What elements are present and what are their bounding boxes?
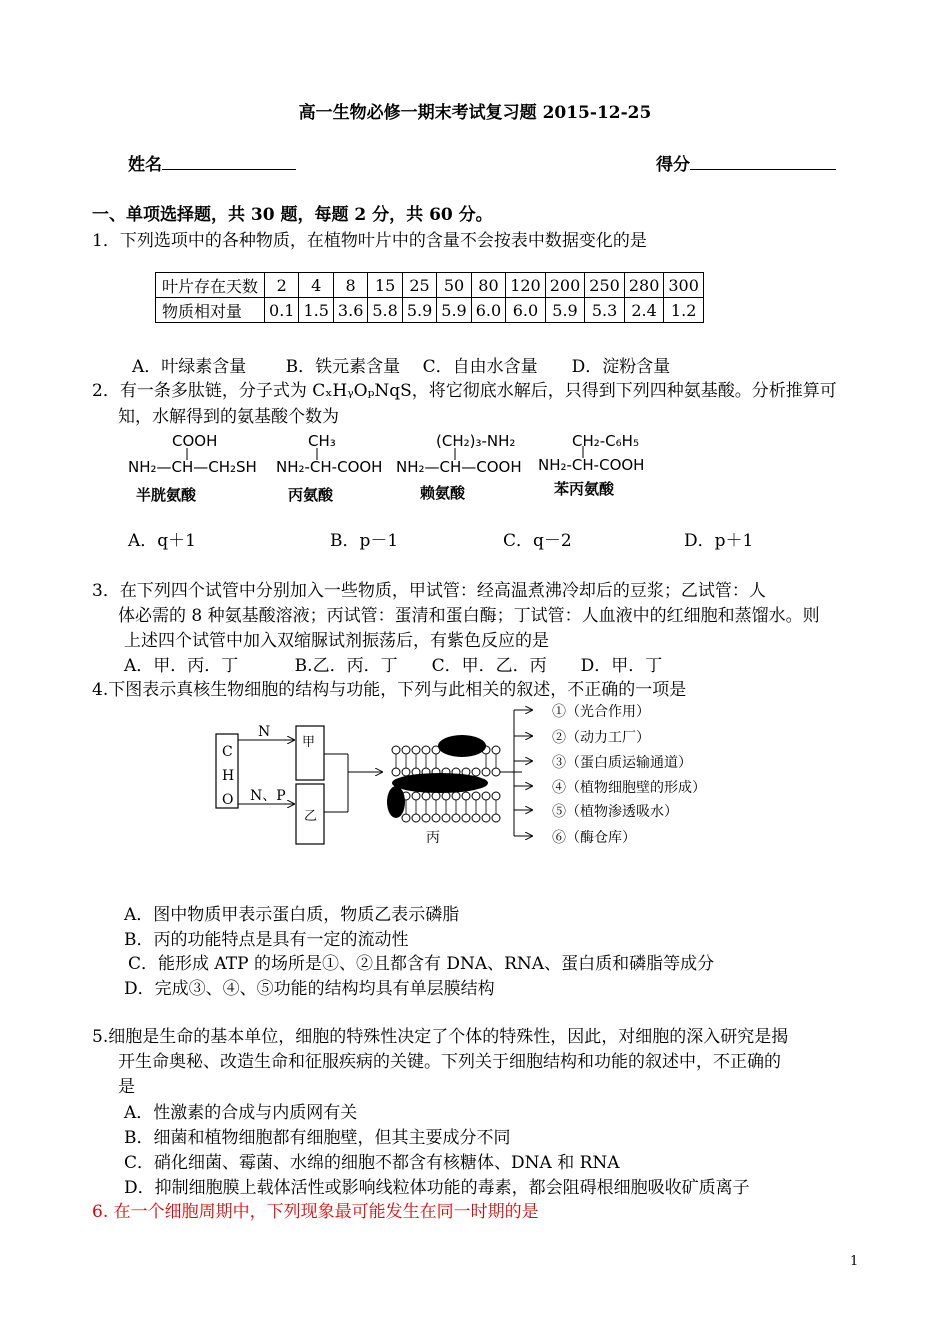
amino-ala-name: 丙氨酸 — [288, 486, 334, 504]
bond-line — [316, 448, 318, 460]
protein-left — [387, 786, 405, 818]
element-h: H — [222, 768, 235, 784]
function-4: ④（植物细胞壁的形成） — [552, 780, 706, 796]
score-label: 得分 — [656, 155, 690, 175]
bond-line — [186, 448, 188, 460]
table-cell: 200 — [545, 273, 585, 298]
table-cell: 300 — [664, 273, 704, 298]
function-3: ③（蛋白质运输通道） — [552, 755, 692, 771]
protein-top — [438, 735, 486, 757]
name-field[interactable] — [128, 150, 296, 175]
q5-option-d: D．抑制细胞膜上载体活性或影响线粒体功能的毒素，都会阻碍根细胞吸收矿质离子 — [124, 1178, 750, 1198]
q2-stem-line2: 知，水解得到的氨基酸个数为 — [118, 407, 339, 427]
bond-line — [454, 448, 456, 460]
function-6: ⑥（酶仓库） — [552, 830, 636, 846]
cell-structure-diagram — [200, 696, 720, 856]
amino-lys-name: 赖氨酸 — [420, 484, 466, 502]
table-cell: 3.6 — [333, 298, 367, 323]
amino-lys-main: NH₂—CH—COOH — [396, 458, 522, 476]
q5-line2: 开生命奥秘、改造生命和征服疾病的关键。下列关于细胞结构和功能的叙述中，不正确的 — [118, 1052, 781, 1072]
table-cell: 5.8 — [368, 298, 402, 323]
element-c: C — [222, 744, 233, 760]
amino-phe-name: 苯丙氨酸 — [554, 480, 615, 498]
amino-cys-top: COOH — [172, 432, 218, 450]
table-cell: 1.2 — [664, 298, 704, 323]
table-cell: 25 — [402, 273, 436, 298]
q2-option-b: B．p－1 — [330, 531, 399, 551]
table-cell: 5.3 — [585, 298, 625, 323]
page-title: 高一生物必修一期末考试复习题 2015-12-25 — [298, 103, 652, 123]
q1-stem: 1．下列选项中的各种物质，在植物叶片中的含量不会按表中数据变化的是 — [92, 231, 647, 251]
table-cell: 5.9 — [402, 298, 436, 323]
score-blank[interactable] — [690, 168, 836, 170]
function-2: ②（动力工厂） — [552, 730, 650, 746]
score-field[interactable] — [656, 150, 836, 175]
q4-option-a: A．图中物质甲表示蛋白质，物质乙表示磷脂 — [124, 905, 460, 925]
q6-stem: 6. 在一个细胞周期中，下列现象最可能发生在同一时期的是 — [92, 1202, 539, 1222]
table-cell: 6.0 — [471, 298, 505, 323]
table-cell: 15 — [368, 273, 402, 298]
amino-lys-top: (CH₂)₃-NH₂ — [436, 432, 516, 450]
q4-stem: 4.下图表示真核生物细胞的结构与功能，下列与此相关的叙述，不正确的一项是 — [92, 680, 687, 700]
q5-option-b: B．细菌和植物细胞都有细胞壁，但其主要成分不同 — [124, 1128, 511, 1148]
q4-option-c: C．能形成 ATP 的场所是①、②且都含有 DNA、RNA、蛋白质和磷脂等成分 — [128, 954, 715, 974]
q2-stem-line1: 2．有一条多肽链，分子式为 CₓHᵧOₚNqS，将它彻底水解后，只得到下列四种氨基酸。分析推算可 — [92, 381, 837, 401]
q4-option-d: D．完成③、④、⑤功能的结构均具有单层膜结构 — [124, 979, 495, 999]
amino-cys-name: 半胱氨酸 — [136, 486, 197, 504]
table-row — [156, 273, 704, 298]
amino-phe-main: NH₂-CH-COOH — [538, 456, 645, 474]
amino-ala-main: NH₂-CH-COOH — [276, 458, 383, 476]
label-np: N、P — [250, 788, 286, 804]
table-cell: 6.0 — [506, 298, 546, 323]
function-1: ①（光合作用） — [552, 704, 650, 720]
q3-line3: 上述四个试管中加入双缩脲试剂振荡后，有紫色反应的是 — [124, 631, 549, 651]
table-cell: 5.9 — [437, 298, 471, 323]
label-jia: 甲 — [302, 735, 316, 750]
label-yi: 乙 — [304, 809, 318, 824]
table-cell: 4 — [299, 273, 333, 298]
table-cell: 5.9 — [545, 298, 585, 323]
q3-line1: 3．在下列四个试管中分别加入一些物质，甲试管：经高温煮沸冷却后的豆浆；乙试管：人 — [92, 581, 766, 601]
table-cell: 50 — [437, 273, 471, 298]
table-cell: 2.4 — [624, 298, 664, 323]
q5-option-c: C．硝化细菌、霉菌、水绵的细胞不都含有核糖体、DNA 和 RNA — [124, 1153, 620, 1173]
table-cell: 0.1 — [265, 298, 299, 323]
q4-option-b: B．丙的功能特点是具有一定的流动性 — [124, 930, 409, 950]
q3-options: A．甲．丙．丁 B.乙．丙．丁 C．甲．乙．丙 D．甲．丁 — [124, 656, 663, 676]
name-blank[interactable] — [162, 168, 296, 170]
q2-option-a: A．q＋1 — [128, 531, 196, 551]
name-label: 姓名 — [128, 155, 162, 175]
element-o: O — [222, 792, 234, 808]
table-cell: 物质相对量 — [156, 298, 265, 323]
table-cell: 叶片存在天数 — [156, 273, 265, 298]
q1-table — [155, 272, 704, 323]
label-n: N — [258, 724, 271, 740]
q5-option-a: A．性激素的合成与内质网有关 — [124, 1103, 358, 1123]
table-cell: 120 — [506, 273, 546, 298]
q3-line2: 体必需的 8 种氨基酸溶液；丙试管：蛋清和蛋白酶；丁试管：人血液中的红细胞和蒸馏水。则 — [118, 606, 820, 626]
amino-phe-top: CH₂-C₆H₅ — [572, 432, 639, 450]
q5-line3: 是 — [118, 1077, 135, 1097]
table-cell: 2 — [265, 273, 299, 298]
table-cell: 250 — [585, 273, 625, 298]
label-bing: 丙 — [426, 830, 440, 846]
amino-ala-top: CH₃ — [308, 432, 336, 450]
q2-option-d: D．p＋1 — [684, 531, 754, 551]
protein-middle — [392, 773, 488, 793]
q2-option-c: C．q－2 — [503, 531, 572, 551]
table-cell: 280 — [624, 273, 664, 298]
bond-line — [582, 446, 584, 458]
q5-line1: 5.细胞是生命的基本单位，细胞的特殊性决定了个体的特殊性，因此，对细胞的深入研究是揭 — [92, 1027, 789, 1047]
amino-cys-main: NH₂—CH—CH₂SH — [128, 458, 257, 476]
table-cell: 8 — [333, 273, 367, 298]
table-cell: 1.5 — [299, 298, 333, 323]
section-heading: 一、单项选择题，共 30 题，每题 2 分，共 60 分。 — [92, 205, 493, 225]
page-number: 1 — [850, 1254, 859, 1269]
table-cell: 80 — [471, 273, 505, 298]
q1-options: A．叶绿素含量 B．铁元素含量 C．自由水含量 D．淀粉含量 — [132, 357, 671, 377]
table-row — [156, 298, 704, 323]
function-5: ⑤（植物渗透吸水） — [552, 804, 678, 820]
